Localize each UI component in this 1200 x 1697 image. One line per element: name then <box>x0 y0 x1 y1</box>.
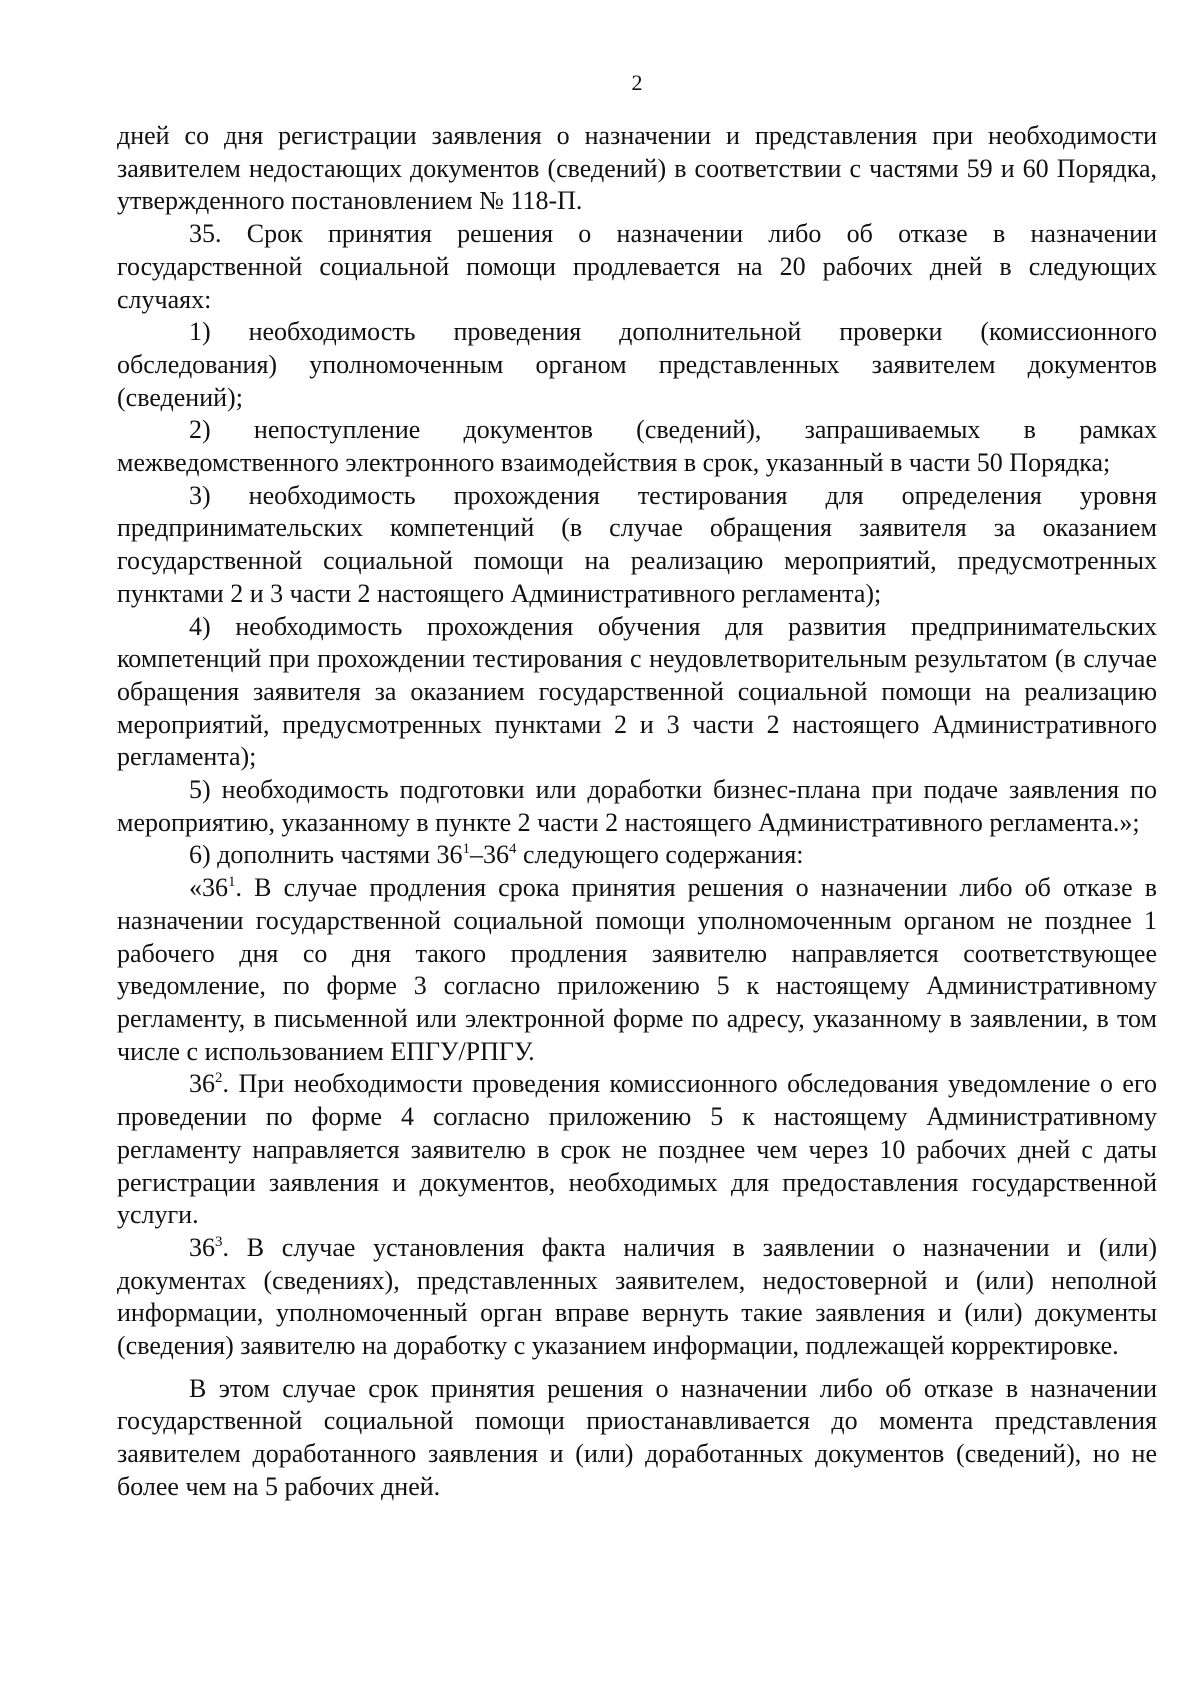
superscript: 4 <box>508 841 517 858</box>
paragraph-36-2 <box>117 1068 1157 1232</box>
amendment-text-range: –36 <box>469 840 509 870</box>
paragraph-suspension: В этом случае срок принятия решения о назначении либо об отказе в назначении государственной социальной помощи приостанавливается до момента представления заявителем доработанного заявления и (или) доработанных документов (сведений), но не более чем на 5 рабочих дней. <box>117 1373 1157 1501</box>
superscript: 3 <box>215 1233 223 1250</box>
amendment-text-start: 6) дополнить частями 36 <box>189 840 463 870</box>
section-number: 36 <box>189 1069 215 1099</box>
page-number: 2 <box>631 70 643 95</box>
list-item-1: 1) необходимость проведения дополнительной проверки (комиссионного обследования) уполномоченным органом представленных заявителем документов (сведений); <box>117 317 1157 412</box>
superscript: 1 <box>228 874 236 891</box>
amendment-item-6 <box>117 839 1157 872</box>
list-item-5: 5) необходимость подготовки или доработки бизнес-плана при подаче заявления по мероприятию, указанному в пункте 2 части 2 настоящего Административного регламента.»; <box>117 775 1157 837</box>
paragraph-36-3 <box>117 1232 1157 1363</box>
section-number: 36 <box>189 1232 215 1262</box>
section-number: «36 <box>189 873 228 903</box>
paragraph-36-1 <box>117 872 1157 1068</box>
section-text: . При необходимости проведения комиссионного обследования уведомление о его проведении по форме 4 согласно приложению 5 к настоящему Административному регламенту направляется заявителю в срок не позднее чем через 10 рабочих дней с даты регистрации заявления и документов, необходимых для предоставления государственной услуги. <box>117 1069 1157 1230</box>
section-text: . В случае установления факта наличия в заявлении о назначении и (или) документах (сведениях), представленных заявителем, недостоверной и (или) неполной информации, уполномоченный орган вправе вернуть такие заявления и (или) документы (сведения) заявителю на доработку с указанием информации, подлежащей корректировке. <box>117 1232 1157 1361</box>
list-item-3: 3) необходимость прохождения тестирования для определения уровня предпринимательских компетенций (в случае обращения заявителя за оказанием государственной социальной помощи на реализацию мероприятий, предусмотренных пунктами 2 и 3 части 2 настоящего Административного регламента); <box>117 480 1157 608</box>
superscript: 2 <box>215 1070 223 1087</box>
list-item-4: 4) необходимость прохождения обучения для развития предпринимательских компетенций при прохождении тестирования с неудовлетворительным результатом (в случае обращения заявителя за оказанием государственной социальной помощи на реализацию мероприятий, предусмотренных пунктами 2 и 3 части 2 настоящего Административного регламента); <box>117 611 1157 772</box>
paragraph-continuation: дней со дня регистрации заявления о назначении и представления при необходимости заявителем недостающих документов (сведений) в соответствии с частями 59 и 60 Порядка, утвержденного постановлением № 118-П. <box>117 121 1157 216</box>
superscript: 1 <box>462 841 470 858</box>
paragraph-35: 35. Срок принятия решения о назначении либо об отказе в назначении государственной социальной помощи продлевается на 20 рабочих дней в следующих случаях: <box>117 219 1157 314</box>
section-text: . В случае продления срока принятия решения о назначении либо об отказе в назначении государственной социальной помощи уполномоченным органом не позднее 1 рабочего дня со дня такого продления заявителю направляется соответствующее уведомление, по форме 3 согласно приложению 5 к настоящему Административному регламенту, в письменной или электронной форме по адресу, указанному в заявлении, в том числе с использованием ЕПГУ/РПГУ. <box>117 873 1157 1066</box>
list-item-2: 2) непоступление документов (сведений), запрашиваемых в рамках межведомственного электронного взаимодействия в срок, указанный в части 50 Порядка; <box>117 415 1157 478</box>
document-body <box>117 120 1157 1504</box>
amendment-text-end: следующего содержания: <box>516 840 804 870</box>
